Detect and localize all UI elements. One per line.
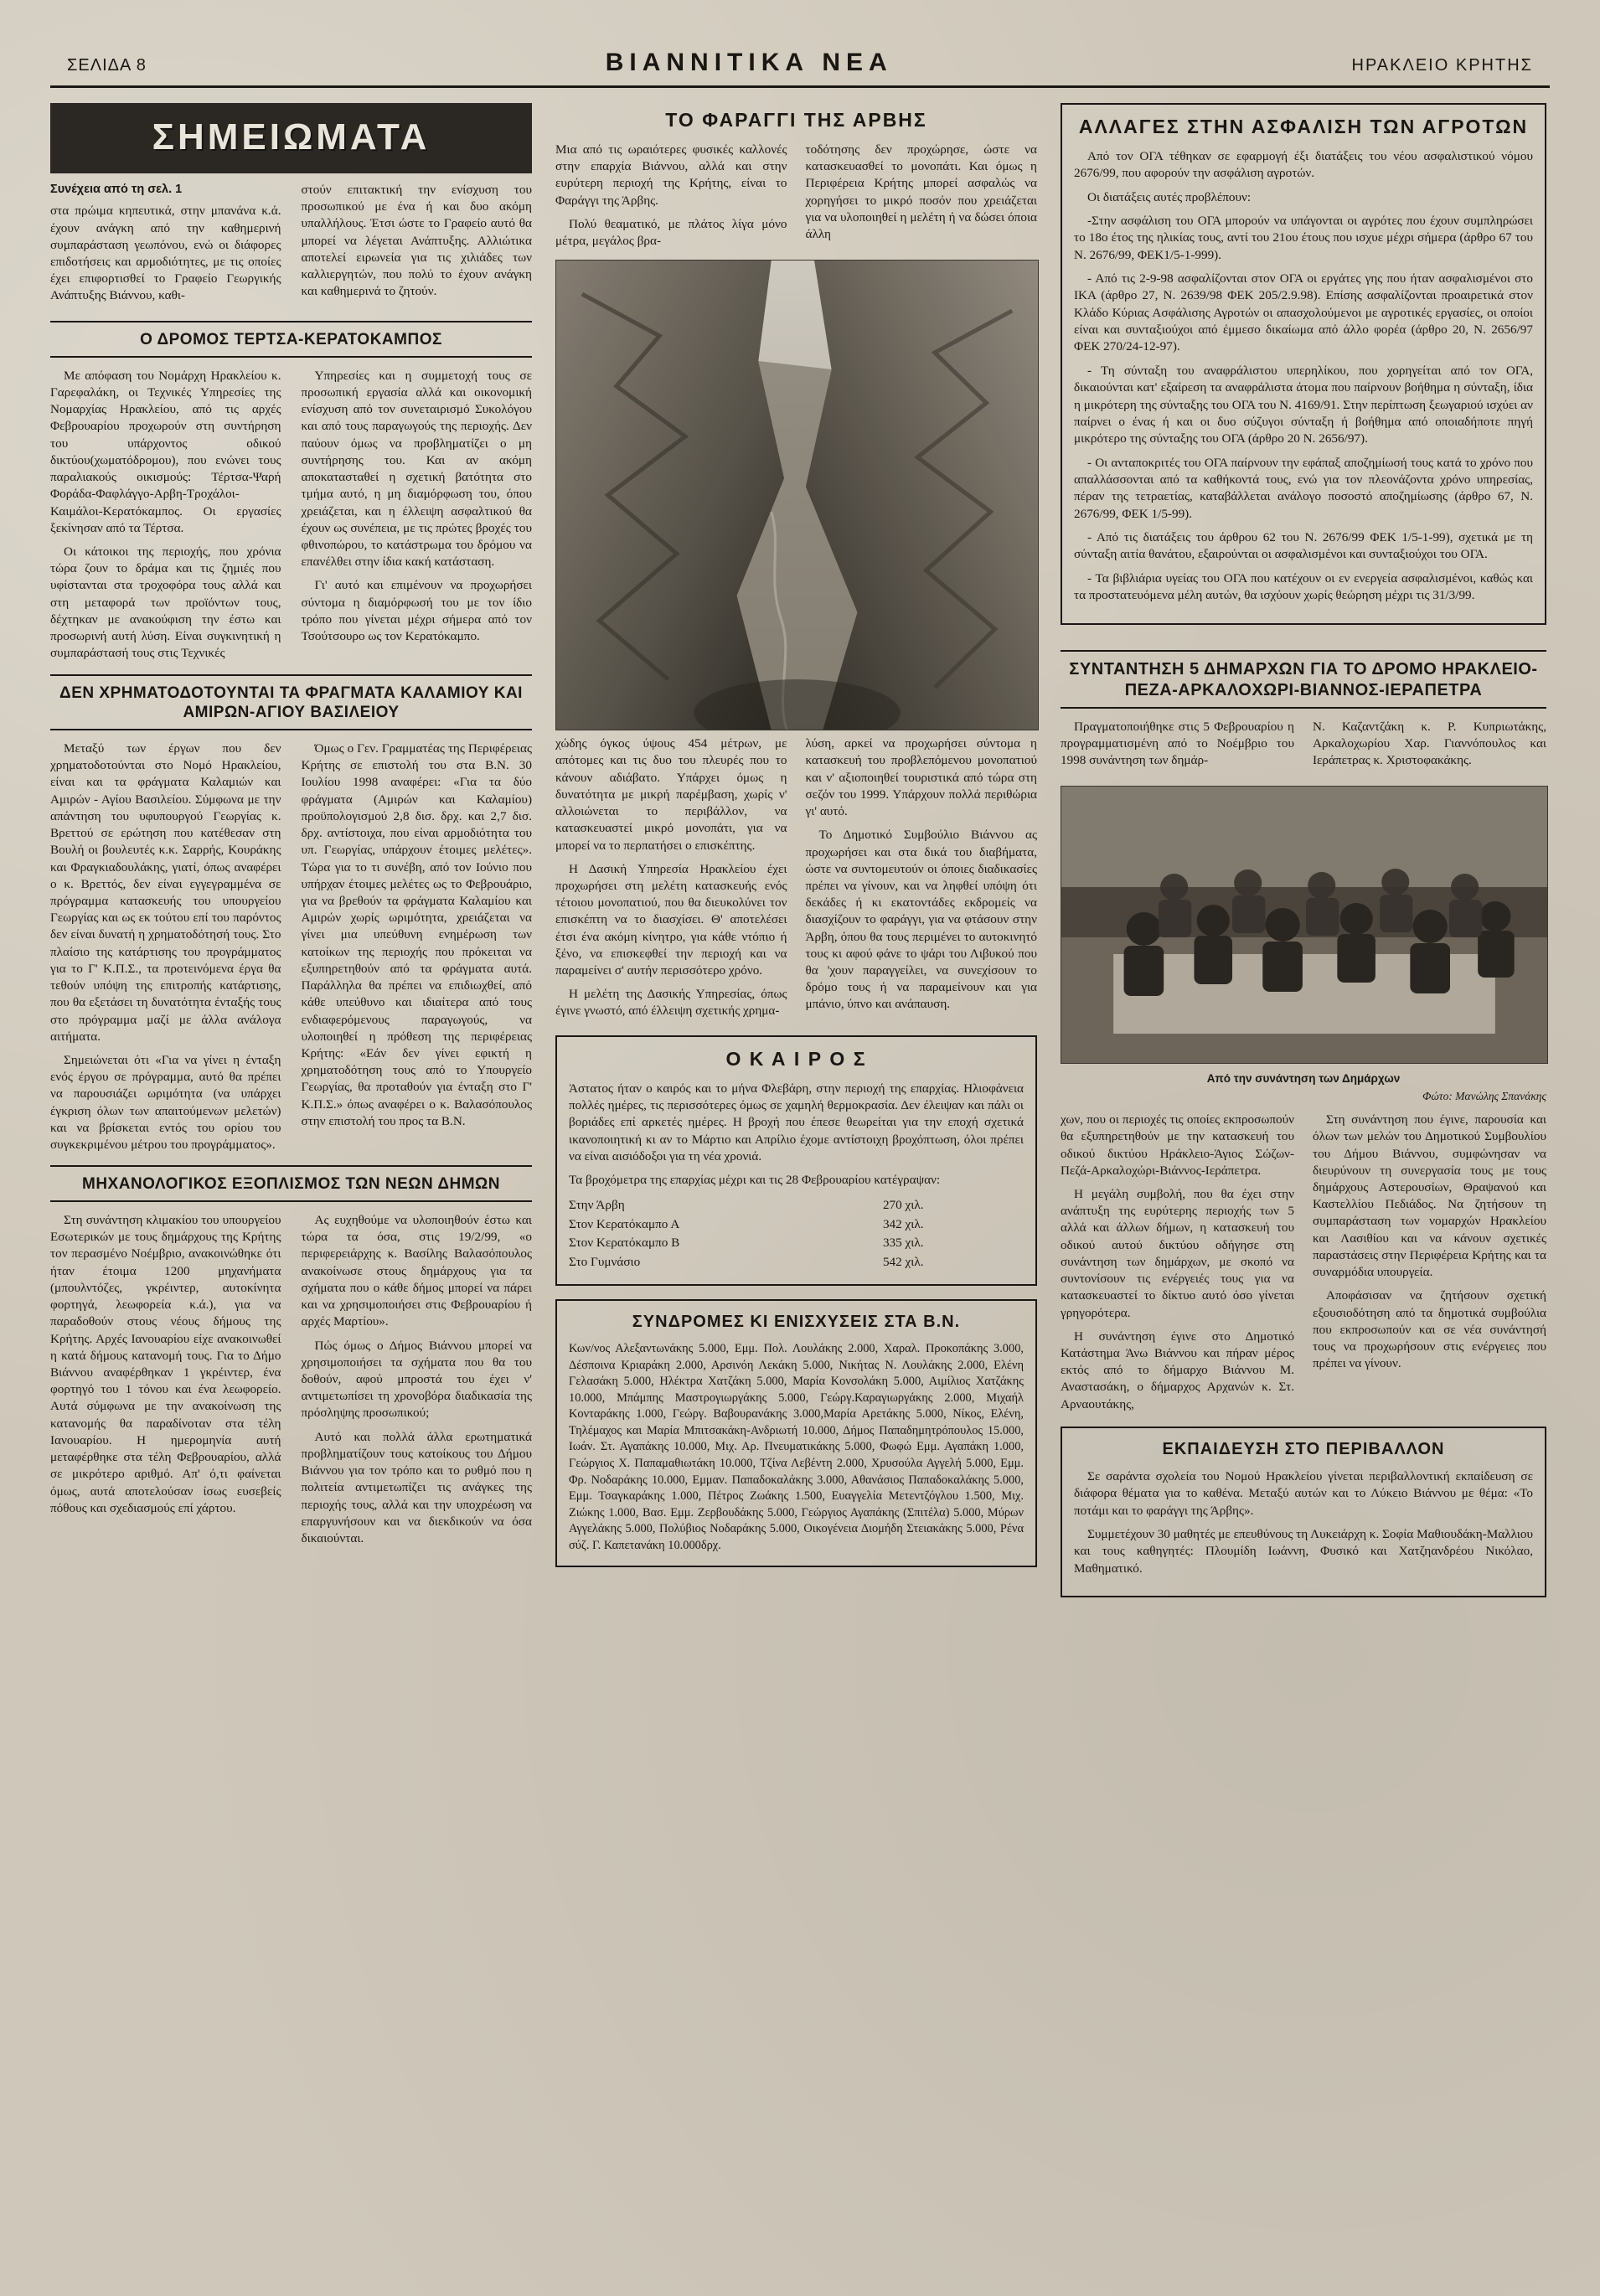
station-value: 542 χιλ. xyxy=(882,1255,924,1270)
donations-title: ΣΥΝΔΡΟΜΕΣ ΚΙ ΕΝΙΣΧΥΣΕΙΣ ΣΤΑ Β.Ν. xyxy=(632,1312,961,1331)
station-value: 270 χιλ. xyxy=(882,1197,924,1212)
paragraph: Η μελέτη της Δασικής Υπηρεσίας, όπως έγινε γνωστό, από έλλειψη σχετικής χρημα- xyxy=(555,987,787,1019)
paragraph: Ν. Καζαντζάκη κ. Ρ. Κυπριωτάκης, Αρκαλοχωρίου Χαρ. Γιαννόπουλος και Ιεράπετρας κ. Χριστοφακάκης. xyxy=(1313,719,1546,767)
paragraph: - Τη σύνταξη του αναφράλιστου υπερηλίκου, που χορηγείται από τον ΟΓΑ, δικαιούνται κατ' εξαίρεση τα αναφράλιστα άτομα που παίρνουν βοήθημα η σύνταξη, ίδια η μικρότερη της σύνταξης του ΟΓΑ του Ν. 4169/91. Στην περίπτωση ξεωγαριού ισχύει αν παίρνει ο ένας ή και οι δυο σύζυγοι σύνταξη ή βοήθημα από οποιαδήποτε πηγή μικρότερο της σύνταξης του ΟΓΑ (άρθρο 20 Ν. 2656/97). xyxy=(1074,363,1533,446)
notes-logo xyxy=(50,103,532,173)
paragraph: Στη συνάντηση που έγινε, παρουσία και όλων των μελών του Δημοτικού Συμβουλίου του Δήμου Βιάννου, συμφώνησαν να διευρύνουν τη συνεργασία τους με τους δημάρχους Αστερουσίων, Θραψανού και Καστελλίου Πεδιάδος. Να ζητήσουν τη συμπαράσταση των νομαρχών Ηρακλείου και Λασιθίου και να κάνουν σχετικές παραστάσεις στην Περιφέρεια Κρήτης και τα συναρμόδια υπουργεία. xyxy=(1313,1112,1546,1280)
paragraph: Το Δημοτικό Συμβούλιο Βιάννου ας προχωρήσει και στα δικά του διαβήματα, ώστε να συντομευτούν οι όποιες διαδικασίες πρέπει να γίνουν, και να ληφθεί υπόψη ότι δεκάδες ή κι εκατοντάδες εκδρομείς να διασχίζουν το φαράγγι, για να φτάσουν στην Άρβη, όπου θα τους περιμένει το αυτοκινητό τους κι αφού φάνε το ψάρι του Λιβυκού που θα 'χουν παραγγείλει, να συνεχίσουν το δρόμο τους ή να παραμείνουν και για μπάνιο, ύπνο και ανάπαυση. xyxy=(805,828,1037,1012)
paragraph: Με απόφαση του Νομάρχη Ηρακλείου κ. Γαρεφαλάκη, οι Τεχνικές Υπηρεσίες της Νομαρχίας Ηρακλείου, από τις αρχές Φεβρουαρίου προχωρούν στη συντήρηση του υπάρχοντος οδικού δικτύου(χωματόδρομου), που ενώνει τους παραλιακούς οικισμούς: Τέρτσα-Ψαρή Φοράδα-Φαφλάγγο-Αρβη-Τροχάλοι-Καιμάλοι-Κερατόκαμπος. Οι εργασίες ξεκίνησαν από τα Τέρτσα. xyxy=(50,368,281,535)
page-columns xyxy=(50,103,1550,1611)
mayors-meeting-title: ΣΥΝΤΑΝΤΗΣΗ 5 ΔΗΜΑΡΧΩΝ ΓΙΑ ΤΟ ΔΡΟΜΟ ΗΡΑΚΛΕΙΟ-ΠΕΖΑ-ΑΡΚΑΛΟΧΩΡΙ-ΒΙΑΝΝΟΣ-ΙΕΡΑΠΕΤΡΑ xyxy=(1061,650,1546,709)
arvi-gorge-title: ΤΟ ΦΑΡΑΓΓΙ ΤΗΣ ΑΡΒΗΣ xyxy=(665,109,927,131)
paragraph: Μεταξύ των έργων που δεν χρηματοδοτούνται στο Νομό Ηρακλείου, είναι και τα φράγματα Καλαμιών και Αμιρών - Αγίου Βασιλείου. Σύμφωνα με την απάντηση του υφυπουργού Γεωργίας κ. Βρεττού σε ερώτηση που κατέθεσαν στη Βουλή οι βουλευτές κ.κ. Σαρρής, Κουράκης και Φραγκιαδουλάκης, γιατί, όπως αναφέρει ο κ. Βρεττός, δεν είναι εγγεγραμμένα σε πρόγραμμα κατασκευής του υπουργείου Γεωργίας και ως εκ τούτου επί του παρόντος δεν είναι δυνατή η χρηματοδότησή τους. Στο πλαίσιο της κατάρτισης του προγράμματος για το Γ' Κ.Π.Σ., τα προτεινόμενα έργα θα τεθούν υπόψη της επιτροπής κατάρτισης, που θα εξετάσει τη δυνατότητα ένταξής τους στο πρόγραμμα μαζί με άλλα ανάλογα αιτήματα. xyxy=(50,741,281,1044)
mayors-meeting-photo xyxy=(1061,786,1548,1064)
continuation-label: Συνέχεια από τη σελ. 1 xyxy=(50,183,183,196)
station-name: Στον Κερατόκαμπο Β xyxy=(569,1236,680,1251)
mayors-meeting-intro xyxy=(1061,719,1546,777)
paragraph: Η Δασική Υπηρεσία Ηρακλείου έχει προχωρήσει στη μελέτη κατασκευής ενός τέτοιου μονοπατιού, που θα διευκολύνει τον επισκέπτη να το διασχίσει. Θ' αποτελέσει έτσι ένα ακόμη κίνητρο, για κάθε ντόπιο ή ξένο, να επισκεφθεί την περιοχή και να παραμείνει σ' αυτήν περισσότερο χρόνο. xyxy=(555,861,787,978)
paragraph: Σε σαράντα σχολεία του Νομού Ηρακλείου γίνεται περιβαλλοντική εκπαίδευση σε διάφορα θέματα για το καθένα. Μεταξύ αυτών και το Λύκειο Βιάννου με θέμα: «Το ποτάμι και το φαράγγι της Άρβης». xyxy=(1074,1468,1533,1518)
meeting-photo-graphic xyxy=(1061,787,1547,1063)
table-row xyxy=(569,1253,924,1272)
meeting-photo-caption: Από την συνάντηση των Δημάρχων xyxy=(1206,1072,1401,1086)
environment-education-text xyxy=(1074,1468,1533,1577)
paragraph: Πολύ θεαματικό, με πλάτος λίγα μόνο μέτρα, μεγάλος βρα- xyxy=(555,216,787,248)
paragraph: Άστατος ήταν ο καιρός και το μήνα Φλεβάρη, στην περιοχή της επαρχίας. Ηλιοφάνεια πολλές ημέρες, τις περισσότερες όμως σε χαμηλή θερμοκρασία. Δεν έλειψαν και πάλι οι βοριάδες επί αρκετές ημέρες. Η βροχή που έπεσε θεωρείται για την εποχή σχετικά ικανοποιητική κι αν το Μάρτιο και Απρίλιο έχομε αντίστοιχη βροχόπτωση, όλοι πρέπει να είναι αισιόδοξοι για τη νέα χρονιά. xyxy=(569,1081,1024,1164)
paragraph: λύση, αρκεί να προχωρήσει σύντομα η κατασκευή του προβλεπόμενου μονοπατιού και ν' αξιοποιηθεί τουριστικά από τώρα στη σεζόν του 1999. Υπάρχουν πολλά περιθώρια γι' αυτό. xyxy=(805,736,1037,819)
paragraph: Τα βροχόμετρα της επαρχίας μέχρι και τις 28 Φεβρουαρίου κατέγραψαν: xyxy=(569,1173,941,1188)
paragraph: χων, που οι περιοχές τις οποίες εκπροσωπούν θα εξυπηρετηθούν με την κατασκευή του οδικού δικτύου Ηράκλειο-Άγιος Σώζων-Πεζά-Αρκαλοχώρι-Βιάννος-Ιεράπετρα. xyxy=(1061,1112,1294,1178)
paragraph: Η συνάντηση έγινε στο Δημοτικό Κατάστημα Άνω Βιάννου και πήραν μέρος εκτός από το δήμαρχο Βιάννου Μ. Αναστασάκη, ο δήμαρχος Αρχανών κ. Στ. Αρναουτάκης, xyxy=(1061,1329,1294,1411)
paragraph: Αποφάσισαν να ζητήσουν σχετική εξουσιοδότηση από τα δημοτικά συμβούλια που εκπροσωπούν και σε νέα συνάντησή τους να προχωρήσουν στις ενέργειες που πρέπει να γίνουν. xyxy=(1313,1288,1546,1371)
arvi-body xyxy=(555,735,1037,1024)
weather-box xyxy=(555,1035,1037,1286)
paragraph: στούν επιτακτική την ενίσχυση του προσωπικού με ένα ή και δυο ακόμη υπαλλήλους. Έτσι ώστε το Γραφείο αυτό θα μπορεί να λέγεται Ανάπτυξης. Αλλιώτικα αποτελεί ειρωνεία για τις χιλιάδες των καλλιεργητών, που πολύ το έχουν ανάγκη και καθημερινά το ζητούν. xyxy=(301,183,532,299)
paragraph: Στη συνάντηση κλιμακίου του υπουργείου Εσωτερικών με τους δημάρχους της Κρήτης τον περασμένο Νοέμβριο, ανακοινώθηκε ότι ήταν έτοιμα 1200 μηχανήματα (μπουλντόζες, γκρέιντερ, αυτοκίνητα φορτηγά, λεωφορεία κ.ά.), για να παραδοθούν στους νέους δήμους της Κρήτης. Αρχές Ιανουαρίου είχε ανακοινωθεί η κατά δήμους κατανομή τους. Για το Δήμο Βιάννου αναφέρθηκαν 1 γκρέιντερ, ένα φορτηγό του 1 τόνου και ένα λεωφορείο. Αυτά σύμφωνα με την ανακοίνωση της κατανομής θα παραδίνοταν στα τέλη Ιανουαρίου. Η ημερομηνία αυτή μεταφέρθηκε στα τέλη Φεβρουαρίου, αλλά σε μικρότερο αριθμό. Απ' ό,τι φαίνεται όμως, αυτά αποτελούσαν ίσως ευσεβείς πόθους και σχεδιασμούς επί χάρτου. xyxy=(50,1213,281,1515)
paragraph: - Οι ανταποκριτές του ΟΓΑ παίρνουν την εφάπαξ αποζημίωσή τους κατά το χρόνο που απαλλάσσονται από τα καθήκοντά τους, ενώ για τον πλεονάζοντα χρόνο υπηρεσίας, πέραν της τετραετίας, καταβάλλεται ανάλογο ποσοστό αποζημίωσης (άρθρο 67, Ν. 2676/99, ΦΕΚ 1/5-99). xyxy=(1074,455,1533,521)
notes-logo-text: ΣΗΜΕΙΩΜΑΤΑ xyxy=(152,116,431,157)
weather-text xyxy=(569,1081,1024,1189)
section-head-equipment: ΜΗΧΑΝΟΛΟΓΙΚΟΣ ΕΞΟΠΛΙΣΜΟΣ ΤΩΝ ΝΕΩΝ ΔΗΜΩΝ xyxy=(50,1165,532,1202)
donations-box xyxy=(555,1299,1037,1568)
paragraph: Οι κάτοικοι της περιοχής, που χρόνια τώρα ζουν το δράμα και τις ζημιές που υφίστανται στα τροχοφόρα τους αλλά και στη μεταφορά των προϊόντων τους, δέχτηκαν με ανακούφιση την έστω και προσωρινή αυτή λύση. Είναι συγκινητική η συμπαράστασή τους στις Τεχνικές xyxy=(50,544,281,661)
paragraph: Υπηρεσίες και η συμμετοχή τους σε προσωπική εργασία αλλά και οικονομική ενίσχυση από τον συνεταιρισμό Συκολόγου και από τους παραγωγούς της περιοχής. Δεν παύουν όμως να προβληματίζει ο μη συντήρησης του. Και αν ακόμη αποκατασταθεί η σχετική βατότητα στο τμήμα αυτό, η μη διαμόρφωση του, όπου χρειάζεται, και η έλλειψη ασφαλτικού θα έχουν ως συνέπεια, με τις πρώτες βροχές του φθινοπώρου, το κατάστρωμα του δρόμου να επανέλθει στην ίδια κακή κατάσταση. xyxy=(301,368,532,570)
donations-text: Κων/νος Αλεξαντωνάκης 5.000, Εμμ. Πολ. Λουλάκης 2.000, Χαραλ. Προκοπάκης 3.000, Δέσποινα Κριαράκη 2.000, Αρσινόη Λεκάκη 5.000, Νικήτας Ν. Λουλάκης 2.000, Ελένη Γελασάκη 5.000, Ηλέκτρα Χατζάκη 5.000, Μαρία Κονσολάκη 5.000, Αιμίλιος Χατζάκης 10.000, Μπάμπης Μαστρογιωργάκης 5.000, Γεώργ.Καραγιωργάκης 2.000, Μιχαήλ Κονταράκης 1.000, Γεώργ. Βαβουρανάκης 3.000,Μαρία Αρετάκης 5.000, Νίκος, Ελένη, Τηλέμαχος και Μαρία Μπιτσακάκη-Ανδριωτή 10.000, Δήμος Παπαδημητρόπουλος 15.000, Ιωάν. Στ. Αγαπάκης 10.000, Μιχ. Αρ. Πνευματικάκης 5.000, Φωφώ Εμμ. Αγαπάκη 1.000, Γεώργιος Χ. Παπαμαθιωτάκη 10.000, Τζίνα Λεβέντη 2.000, Χρυσούλα Αγγελή 5.000, Εμμ. Φρ. Νοδαράκης 10.000, Εμμαν. Παπαδοκαλάκης 3.000, Αθανάσιος Παπαδοκαλάκης 5.000, Εμμ. Τσαγκαράκης 1.000, Πέτρος Ζωάκης 1.500, Ευαγγελία Μετεντζόγλου 1.500, Μιχ. Ζιώκης 1.000, Βασ. Εμμ. Ζερβουδάκης 5.000, Γεώργιος Αγαπάκης (Σπιτέλα) 5.000, Μύρων Αγγελάκης 5.000, Πολύβιος Νοδαράκης 5.000, Οικογένεια Διομήδη Στειακάκης 5.000, Ρένα σύζ. Γ. Καπετανάκη 10.000δρχ. xyxy=(569,1341,1024,1552)
paragraph: Γι' αυτό και επιμένουν να προχωρήσει σύντομα η διαμόρφωσή του με τον ίδιο τρόπο που γίνεται μέχρι σήμερα από τον Τσούτσουρο ως τον Κερατόκαμπο. xyxy=(301,578,532,644)
gorge-photo-graphic xyxy=(556,261,1038,730)
paragraph: - Τα βιβλιάρια υγείας του ΟΓΑ που κατέχουν οι εν ενεργεία ασφαλισμένοι, καθώς και τα προστατευόμενα μέλη αυτών, θα ισχύουν χωρίς θεώρηση μέχρι τις 31/3/99. xyxy=(1074,570,1533,603)
newspaper-location: ΗΡΑΚΛΕΙΟ ΚΡΗΤΗΣ xyxy=(1351,56,1533,75)
paragraph: - Από τις 2-9-98 ασφαλίζονται στον ΟΓΑ οι εργάτες γης που ήταν ασφαλισμένοι στο ΙΚΑ (άρθρο 27, Ν. 2639/98 ΦΕΚ 205/2.9.98). Επίσης ασφαλίζονται προαιρετικά στον Κλάδο Κύριας Ασφάλισης Αγροτών οι απασχολούμενοι με αγροτικές εργασίες, οι οποίοι είναι και συνταξιούχοι από έμμεσο δικαίωμα από άλλο φορέα (άρθρο 20, Ν. 2656/97 ΦΕΚ 270/24-12-97). xyxy=(1074,271,1533,354)
insurance-title: ΑΛΛΑΓΕΣ ΣΤΗΝ ΑΣΦΑΛΙΣΗ ΤΩΝ ΑΓΡΟΤΩΝ xyxy=(1078,116,1529,137)
masthead xyxy=(50,45,1550,88)
mayors-meeting-body xyxy=(1061,1112,1546,1413)
paragraph: Όμως ο Γεν. Γραμματέας της Περιφέρειας Κρήτης σε επιστολή του στα Β.Ν. 30 Ιουλίου 1998 αναφέρει: «Για τα δύο φράγματα (Αμιρών και Καλαμίου) προϋπολογισμού 2,8 δισ. δρχ. και 2,7 δισ. δρχ. αντίστοιχα, που είναι αρμοδιότητα του υπ. Γεωργίας, υπάρχουν έτοιμες μελέτες». Τώρα για το τι συνέβη, από τον Ιούνιο που υπήρχαν έτοιμες μελέτες ως το Φεβρουάριο, για να βρεθούν τα φράγματα Καλαμίου και Αμιρών χωρίς ωριμότητα, χρειάζεται να γίνει μια υπεύθυνη ενημέρωση των κατοίκων της περιοχής που πρόκειται να εξυπηρετηθούν από τα φράγματα αυτά. Παράλληλα θα πρέπει να επιδιωχθεί, από κάθε υπεύθυνο και ιδιαίτερα από τους ενδιαφερόμενους παραγωγούς, να υλοποιηθεί η πρόθεση της περιφέρειας Κρήτης: «Εάν δεν γίνει εφικτή η χρηματοδότηση τους από το Υπουργείο Γεωργίας, θα προταθούν για ένταξη στο Γ' Κ.Π.Σ.» όπως αναφέρει ο κ. Βαλασόπουλος στην επιστολή του προς τα Β.Ν. xyxy=(301,741,532,1128)
article-dams xyxy=(50,740,532,1153)
rainfall-table xyxy=(569,1196,1024,1272)
station-name: Στην Άρβη xyxy=(569,1197,625,1212)
table-row xyxy=(569,1234,924,1253)
station-value: 335 χιλ. xyxy=(882,1236,924,1251)
column-right xyxy=(1061,103,1546,1611)
paragraph: Η μεγάλη συμβολή, που θα έχει στην ανάπτυξη της ευρύτερης περιοχής των 5 αλλά και άλλων δήμων, η κατασκευή του οδικού αυτού δικτύου οδήγησε στη συνάντηση των δημάρχων, με σκοπό να συντονίσουν τις ενέργειές τους για να κατασκευαστεί το δίκτυο αυτό όσο γίνεται γρηγορότερα. xyxy=(1061,1187,1294,1320)
arvi-gorge-photo xyxy=(555,260,1039,730)
paragraph: τοδότησης δεν προχώρησε, ώστε να κατασκευασθεί το μονοπάτι. Και όμως η Περιφέρεια Κρήτης μπορεί ασφαλώς να χορηγήσει το μικρό ποσόν που χρειάζεται για να υλοποιηθεί η μελέτη ή να δώσει όποια άλλη xyxy=(805,142,1037,241)
section-head-dams: ΔΕΝ ΧΡΗΜΑΤΟΔΟΤΟΥΝΤΑΙ ΤΑ ΦΡΑΓΜΑΤΑ ΚΑΛΑΜΙΟΥ ΚΑΙ ΑΜΙΡΩΝ-ΑΓΙΟΥ ΒΑΣΙΛΕΙΟΥ xyxy=(50,674,532,731)
environment-education-box xyxy=(1061,1427,1546,1597)
arvi-intro xyxy=(555,142,1037,253)
notes-article xyxy=(50,182,532,309)
station-name: Στο Γυμνάσιο xyxy=(569,1255,641,1270)
paragraph: -Στην ασφάλιση του ΟΓΑ μπορούν να υπάγονται οι αγρότες που έχουν συμπληρώσει το 18ο έτος της ηλικίας τους, αντί του 21ου έτους που ισχυε μέχρι σήμερα (άρθρο 67 του Ν. 2676/99, ΦΕΚ1/5-1-999). xyxy=(1074,213,1533,262)
paragraph: Οι διατάξεις αυτές προβλέπουν: xyxy=(1087,189,1252,204)
paragraph: Μια από τις ωραιότερες φυσικές καλλονές στην επαρχία Βιάννου, αλλά και στην ευρύτερη περιοχή της Κρήτης, είναι το Φαράγγι της Άρβης. xyxy=(555,142,787,208)
paragraph: - Από τις διατάξεις του άρθρου 62 του Ν. 2676/99 ΦΕΚ 1/5-1-99), σχετικά με τη σύνταξη αιτία θανάτου, εξαιρούνται οι ασφαλισμένοι και συνταξιούχοι του ΟΓΑ. xyxy=(1074,530,1533,562)
paragraph: χώδης όγκος ύψους 454 μέτρων, με απότομες και τις δυο του πλευρές που το κάνουν αδιάβατο. Υπάρχει όμως η δυνατότητα με μικρή παρέμβαση, χωρίς ν' αλλοιώνεται το περιβάλλον, να κατασκευαστεί μικρό μονοπάτι, για να μπορεί να το περπατήσει ο επισκέπτης. xyxy=(555,736,787,853)
paragraph: Συμμετέχουν 30 μαθητές με επευθύνους τη Λυκειάρχη κ. Σοφία Μαθιουδάκη-Μαλλιου και τους καθηγητές: Πλουμίδη Ιωάννη, Φυσικό και Χατζηανδρέου Νικόλαο, Μαθηματικό. xyxy=(1074,1526,1533,1576)
table-row xyxy=(569,1196,924,1215)
meeting-photo-credit: Φώτο: Μανώλης Σπανάκης xyxy=(1422,1090,1546,1103)
station-value: 342 χιλ. xyxy=(882,1216,924,1231)
insurance-text xyxy=(1074,148,1533,605)
section-head-tertsa: Ο ΔΡΟΜΟΣ ΤΕΡΤΣΑ-ΚΕΡΑΤΟΚΑΜΠΟΣ xyxy=(50,321,532,358)
article-tertsa xyxy=(50,368,532,663)
environment-education-title: ΕΚΠΑΙΔΕΥΣΗ ΣΤΟ ΠΕΡΙΒΑΛΛΟΝ xyxy=(1162,1439,1445,1458)
paragraph: στα πρώιμα κηπευτικά, στην μπανάνα κ.ά. έχουν ανάγκη από την καθημερινή συμπαράσταση γεωπόνου, ενώ οι διάφορες επιδοτήσεις και αρμοδιότητες, με τις οποίες έχει επιφορτισθεί το Γραφείο Γεωργικής Ανάπτυξης Βιάννου, καθι- xyxy=(50,204,281,303)
paragraph: Αυτό και πολλά άλλα ερωτηματικά προβληματίζουν τους κατοίκους του Δήμου Βιάννου για τον τρόπο και το ρυθμό που η πολιτεία αντιμετωπίζει τις ανάγκες της περιοχής τους, αλλά και την υποχρέωση να επαργυνήσουν και να διεκδικούν να όσα δικαιούνται. xyxy=(301,1429,532,1545)
newspaper-title: ΒΙΑΝΝΙΤΙΚΑ ΝΕΑ xyxy=(605,49,893,76)
column-left xyxy=(50,103,532,1547)
article-equipment xyxy=(50,1212,532,1547)
column-center xyxy=(555,103,1037,1581)
table-row xyxy=(569,1215,924,1235)
page-number: ΣΕΛΙΔΑ 8 xyxy=(67,56,147,75)
paragraph: Ας ευχηθούμε να υλοποιηθούν έστω και τώρα τα όσα, στις 19/2/99, «ο περιφερειάρχης κ. Βασίλης Βαλασόπουλος ανακοίνωσε στους δημάρχους για τα σχήματα που ο κάθε δήμος μπορεί να πάρει και να χρησιμοποιήσει στις Φεβρουαρίου ή αρχές Μαρτίου». xyxy=(301,1213,532,1329)
station-name: Στον Κερατόκαμπο Α xyxy=(569,1216,680,1231)
paragraph: Σημειώνεται ότι «Για να γίνει η ένταξη ενός έργου σε πρόγραμμα, αυτό θα πρέπει να παρουσιάζει ωριμότητα (να υπάρχει έγκριση όλων των απαιτούμενων μελετών) και να βρίσκεται εντός του ορίου του συγκεκριμένου μέτρου του προγράμματος». xyxy=(50,1052,281,1153)
paragraph: Πραγματοποιήθηκε στις 5 Φεβρουαρίου η προγραμματισμένη από το Νοέμβριο του 1998 συνάντηση των δημάρ- xyxy=(1061,719,1294,767)
weather-title: Ο Κ Α Ι Ρ Ο Σ xyxy=(725,1047,867,1070)
insurance-box xyxy=(1061,103,1546,625)
paragraph: Από τον ΟΓΑ τέθηκαν σε εφαρμογή έξι διατάξεις του νέου ασφαλιστικού νόμου 2676/99, που αφορούν την ασφάλιση αγροτών. xyxy=(1074,148,1533,181)
paragraph: Πώς όμως ο Δήμος Βιάννου μπορεί να χρησιμοποιήσει τα σχήματα που θα του δοθούν, αφού μπροστά του έχει ν' αντιμετωπίσει τη χρονοβόρα διαδικασία της πρόσληψης προσωπικού; xyxy=(301,1338,532,1421)
